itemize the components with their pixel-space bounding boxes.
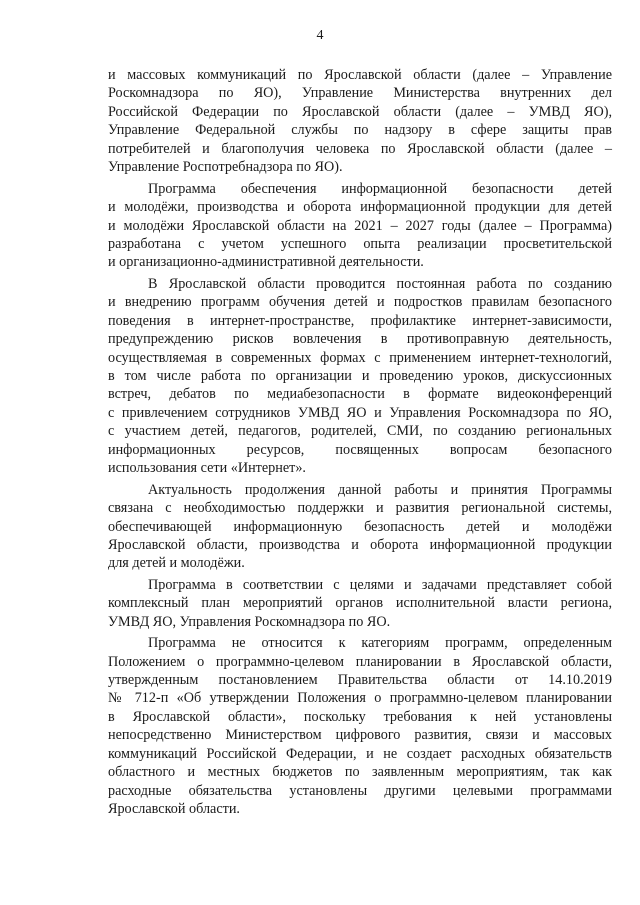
paragraph — [108, 66, 612, 177]
text-line: Программа в соответствии с целями и задачами представляет собой — [148, 576, 612, 593]
text-line: В Ярославской области проводится постоянная работа по созданию — [148, 275, 612, 292]
paragraph — [108, 275, 612, 478]
text-line: расходные обязательства установлены другими целевыми программами — [108, 782, 612, 799]
text-line: Управление Роспотребнадзора по ЯО). — [108, 159, 343, 176]
text-line: с привлечением сотрудников УМВД ЯО и Управления Роскомнадзора по ЯО, — [108, 404, 612, 421]
text-line: и внедрению программ обучения детей и подростков правилам безопасного — [108, 294, 612, 311]
text-line: и организационно-административной деятельности. — [108, 254, 424, 271]
text-line: утвержденным постановлением Правительства области от 14.10.2019 — [108, 672, 612, 688]
text-line: Программа обеспечения информационной безопасности детей — [148, 180, 612, 197]
text-line: и молодёжи Ярославской области на 2021 – 2027 годы (далее – Программа) — [108, 217, 612, 234]
text-line: информационных ресурсов, посвященных вопросам безопасного — [108, 441, 612, 458]
paragraph — [108, 180, 612, 272]
text-line: разработана с учетом успешного опыта реализации просветительской — [108, 235, 612, 252]
text-line: обеспечивающей информационную безопасность детей и молодёжи — [108, 518, 612, 535]
text-line: потребителей и благополучия человека по Ярославской области (далее – — [108, 140, 612, 157]
text-line: № 712-п «Об утверждении Положения о программно-целевом планировании — [108, 690, 612, 707]
text-line: комплексный план мероприятий органов исполнительной власти региона, — [108, 595, 612, 612]
text-line: в том числе работа по организации и проведению уроков, дискуссионных — [108, 368, 612, 384]
text-line: УМВД ЯО, Управления Роскомнадзора по ЯО. — [108, 613, 391, 630]
text-line: Российской Федерации по Ярославской области (далее – УМВД ЯО), — [108, 103, 612, 120]
text-line: Программа не относится к категориям программ, определенным — [148, 635, 612, 652]
text-line: поведения в интернет-пространстве, профилактике интернет-зависимости, — [108, 312, 612, 329]
text-line: Положением о программно-целевом планировании в Ярославской области, — [108, 653, 612, 670]
text-line: в Ярославской области», поскольку требования к ней установлены — [108, 708, 612, 725]
text-line: непосредственно Министерством цифрового развития, связи и массовых — [108, 727, 612, 744]
paragraph — [108, 576, 612, 631]
text-line: Ярославской области. — [108, 801, 240, 818]
text-line: Роскомнадзора по ЯО), Управление Министерства внутренних дел — [108, 85, 612, 102]
text-line: областного и местных бюджетов по заявленным мероприятиям, так как — [108, 764, 612, 781]
text-line: Актуальность продолжения данной работы и принятия Программы — [148, 481, 612, 498]
text-line: с участием детей, педагогов, родителей, СМИ, по созданию региональных — [108, 423, 612, 440]
text-line: встреч, дебатов по медиабезопасности в формате видеоконференций — [108, 386, 612, 403]
text-line: для детей и молодёжи. — [108, 555, 245, 572]
text-line: и массовых коммуникаций по Ярославской области (далее – Управление — [108, 67, 612, 83]
text-line: предупреждению рисков вовлечения в противоправную деятельность, — [108, 331, 612, 348]
paragraph — [108, 481, 612, 573]
document-body — [108, 66, 612, 819]
text-line: использования сети «Интернет». — [108, 460, 306, 477]
text-line: Ярославской области, производства и оборота информационной продукции — [108, 536, 612, 553]
page-number: 4 — [316, 28, 324, 43]
text-line: коммуникаций Российской Федерации, и не создает расходных обязательств — [108, 745, 612, 762]
text-line: Управление Федеральной службы по надзору в сфере защиты прав — [108, 122, 612, 139]
text-line: и молодёжи, производства и оборота информационной продукции для детей — [108, 199, 612, 216]
text-line: связана с необходимостью поддержки и развития региональной системы, — [108, 500, 612, 517]
text-line: осуществляемая в современных формах с применением интернет-технологий, — [108, 349, 612, 366]
paragraph — [108, 634, 612, 818]
